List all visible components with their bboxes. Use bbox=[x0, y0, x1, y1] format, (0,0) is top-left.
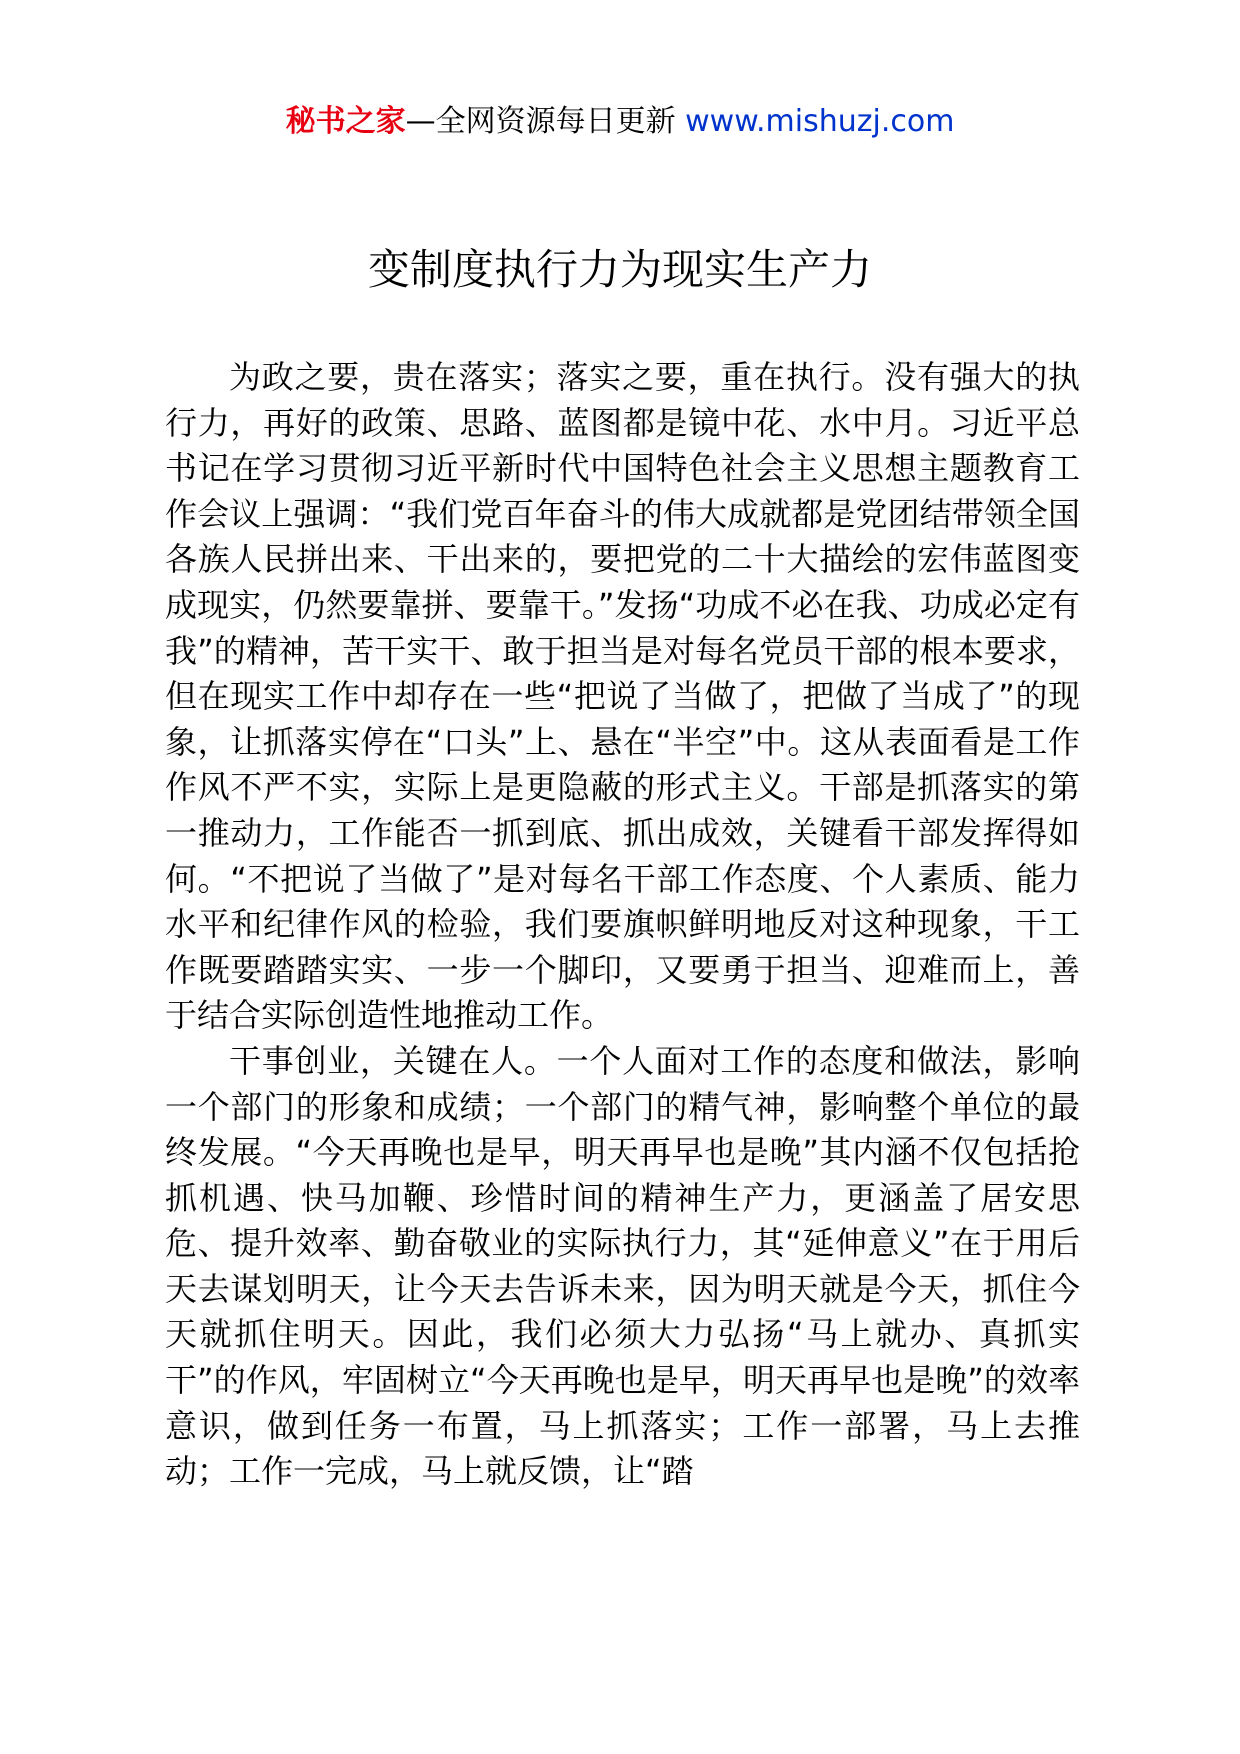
paragraph: 为政之要，贵在落实；落实之要，重在执行。没有强大的执行力，再好的政策、思路、蓝图都是镜中花、水中月。习近平总书记在学习贯彻习近平新时代中国特色社会主义思想主题教育工作会议上强调：“我们党百年奋斗的伟大成就都是党团结带领全国各族人民拼出来、干出来的，要把党的二十大描绘的宏伟蓝图变成现实，仍然要靠拼、要靠干。”发扬“功成不必在我、功成必定有我”的精神，苦干实干、敢于担当是对每名党员干部的根本要求，但在现实工作中却存在一些“把说了当做了，把做了当成了”的现象，让抓落实停在“口头”上、悬在“半空”中。这从表面看是工作作风不严不实，实际上是更隐蔽的形式主义。干部是抓落实的第一推动力，工作能否一抓到底、抓出成效，关键看干部发挥得如何。“不把说了当做了”是对每名干部工作态度、个人素质、能力水平和纪律作风的检验，我们要旗帜鲜明地反对这种现象，干工作既要踏踏实实、一步一个脚印，又要勇于担当、迎难而上，善于结合实际创造性地推动工作。 bbox=[165, 358, 1080, 1035]
site-header bbox=[0, 100, 1240, 144]
site-url-link[interactable]: www.mishuzj.com bbox=[685, 104, 955, 139]
paragraph: 干事创业，关键在人。一个人面对工作的态度和做法，影响一个部门的形象和成绩；一个部门的精气神，影响整个单位的最终发展。“今天再晚也是早，明天再早也是晚”其内涵不仅包括抢抓机遇、快马加鞭、珍惜时间的精神生产力，更涵盖了居安思危、提升效率、勤奋敬业的实际执行力，其“延伸意义”在于用后天去谋划明天，让今天去告诉未来，因为明天就是今天，抓住今天就抓住明天。因此，我们必须大力弘扬“马上就办、真抓实干”的作风，牢固树立“今天再晚也是早，明天再早也是晚”的效率意识，做到任务一布置，马上抓落实；工作一部署，马上去推动；工作一完成，马上就反馈，让“踏 bbox=[165, 1041, 1080, 1491]
document-title: 变制度执行力为现实生产力 bbox=[367, 245, 872, 294]
document-body bbox=[165, 355, 1080, 1495]
brand-name: 秘书之家 bbox=[285, 104, 406, 139]
header-tagline: —全网资源每日更新 bbox=[405, 104, 676, 139]
